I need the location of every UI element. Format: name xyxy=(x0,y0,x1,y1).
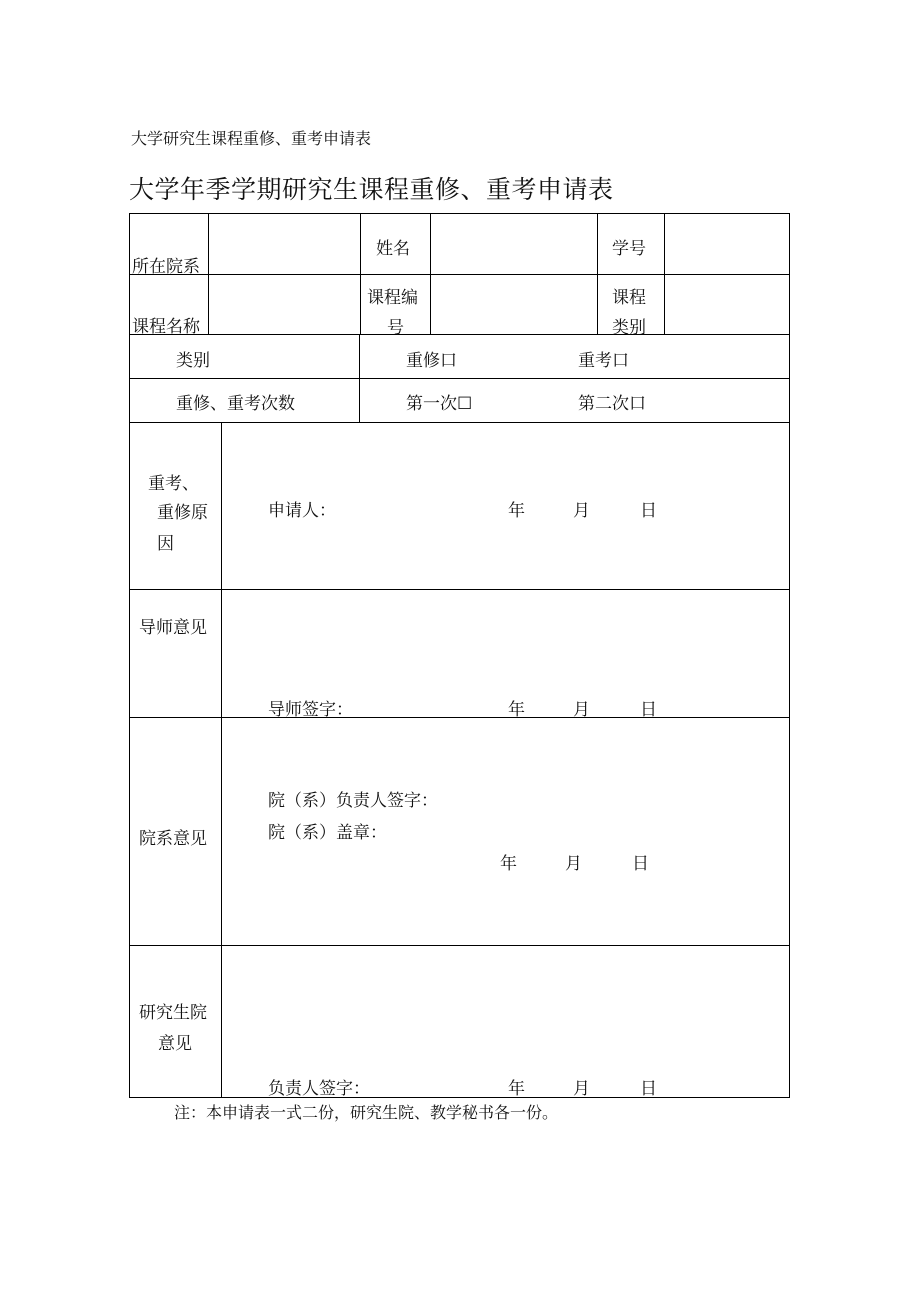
row-divider xyxy=(129,378,790,379)
department-day: 日 xyxy=(632,854,649,874)
department-month: 月 xyxy=(565,854,582,874)
category-label: 类别 xyxy=(176,351,210,371)
reason-label-line1: 重考、 xyxy=(148,474,199,494)
course-type-field[interactable] xyxy=(665,275,789,334)
department-head-sign-label: 院（系）负责人签字： xyxy=(268,791,438,811)
student-id-label: 学号 xyxy=(612,239,646,259)
first-attempt-checkbox[interactable]: 第一次☐ xyxy=(406,394,473,414)
second-attempt-checkbox[interactable]: 第二次口 xyxy=(578,394,646,414)
table-border-left xyxy=(129,213,130,1098)
reason-month: 月 xyxy=(573,501,590,521)
name-label: 姓名 xyxy=(376,239,410,259)
advisor-day: 日 xyxy=(640,700,657,720)
attempt-count-label: 重修、重考次数 xyxy=(176,394,295,414)
graduate-school-month: 月 xyxy=(573,1079,590,1099)
graduate-school-label-line2: 意见 xyxy=(158,1034,192,1054)
form-title: 大学年季学期研究生课程重修、重考申请表 xyxy=(129,175,614,204)
reason-label-line3: 因 xyxy=(157,534,174,554)
row-divider xyxy=(129,945,790,946)
graduate-school-label-line1: 研究生院 xyxy=(139,1003,207,1023)
row-divider xyxy=(129,422,790,423)
course-name-field[interactable] xyxy=(209,275,360,334)
row-divider xyxy=(129,589,790,590)
footnote: 注：本申请表一式二份，研究生院、教学秘书各一份。 xyxy=(174,1103,559,1122)
advisor-sign-label: 导师签字： xyxy=(268,700,353,720)
graduate-school-year: 年 xyxy=(508,1079,525,1099)
course-name-label: 课程名称 xyxy=(132,317,200,337)
column-divider xyxy=(360,213,361,334)
name-field[interactable] xyxy=(431,214,597,274)
course-type-label-line2: 类别 xyxy=(612,318,646,338)
retake-checkbox[interactable]: 重修口 xyxy=(406,351,457,371)
department-stamp-label: 院（系）盖章： xyxy=(268,823,387,843)
department-opinion-label: 院系意见 xyxy=(139,829,207,849)
row-divider xyxy=(129,717,790,718)
graduate-school-sign-label: 负责人签字： xyxy=(268,1079,370,1099)
course-code-field[interactable] xyxy=(431,275,597,334)
reexam-checkbox[interactable]: 重考口 xyxy=(578,351,629,371)
row-divider xyxy=(129,334,790,335)
course-code-label-line1: 课程编 xyxy=(367,288,418,308)
column-divider xyxy=(597,213,598,334)
document-header: 大学研究生课程重修、重考申请表 xyxy=(131,129,372,148)
reason-label-line2: 重修原 xyxy=(157,503,208,523)
advisor-opinion-label: 导师意见 xyxy=(139,618,207,638)
dept-field[interactable] xyxy=(209,214,360,274)
course-code-label-line2: 号 xyxy=(387,318,404,338)
course-type-label-line1: 课程 xyxy=(612,288,646,308)
advisor-year: 年 xyxy=(508,700,525,720)
table-border-bottom xyxy=(129,1097,790,1098)
advisor-month: 月 xyxy=(573,700,590,720)
column-divider xyxy=(221,422,222,1098)
column-divider xyxy=(359,334,360,422)
applicant-sign-label: 申请人： xyxy=(268,501,336,521)
reason-day: 日 xyxy=(640,501,657,521)
student-id-field[interactable] xyxy=(665,214,789,274)
table-border-right xyxy=(789,213,790,1098)
graduate-school-day: 日 xyxy=(640,1079,657,1099)
reason-year: 年 xyxy=(508,501,525,521)
dept-label: 所在院系 xyxy=(132,257,200,277)
department-year: 年 xyxy=(500,854,517,874)
